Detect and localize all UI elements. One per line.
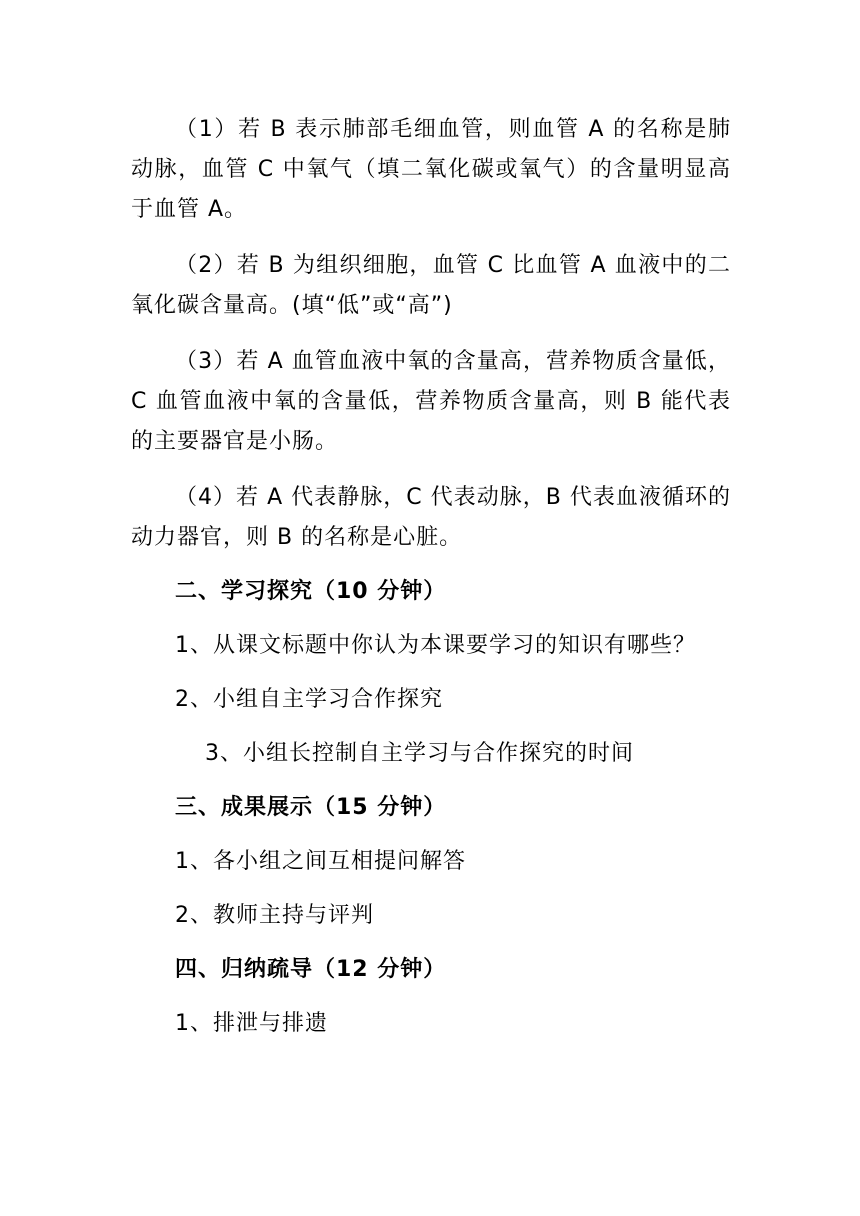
list-item: 1、各小组之间互相提问解答 <box>175 849 466 874</box>
section-heading-summary-guidance: 四、归纳疏导（12 分钟） <box>175 957 447 982</box>
list-item: 2、教师主持与评判 <box>175 903 374 928</box>
section-heading-study-explore: 二、学习探究（10 分钟） <box>175 579 447 604</box>
list-item: 1、从课文标题中你认为本课要学习的知识有哪些？ <box>175 633 696 658</box>
list-item: 2、小组自主学习合作探究 <box>175 687 443 712</box>
list-item: 3、小组长控制自主学习与合作探究的时间 <box>205 741 634 766</box>
section-heading-results-display: 三、成果展示（15 分钟） <box>175 795 447 820</box>
paragraph-question-2: （2）若 B 为组织细胞，血管 C 比血管 A 血液中的二氧化碳含量高。(填“低”或“高”) <box>131 253 731 318</box>
paragraph-question-4: （4）若 A 代表静脉，C 代表动脉，B 代表血液循环的动力器官，则 B 的名称是心脏。 <box>131 485 731 550</box>
list-item: 1、排泄与排遗 <box>175 1011 328 1036</box>
paragraph-question-1: （1）若 B 表示肺部毛细血管，则血管 A 的名称是肺动脉，血管 C 中氧气（填二氧化碳或氧气）的含量明显高于血管 A。 <box>131 117 731 222</box>
paragraph-question-3: （3）若 A 血管血液中氧的含量高，营养物质含量低，C 血管血液中氧的含量低，营养物质含量高，则 B 能代表的主要器官是小肠。 <box>131 349 731 454</box>
